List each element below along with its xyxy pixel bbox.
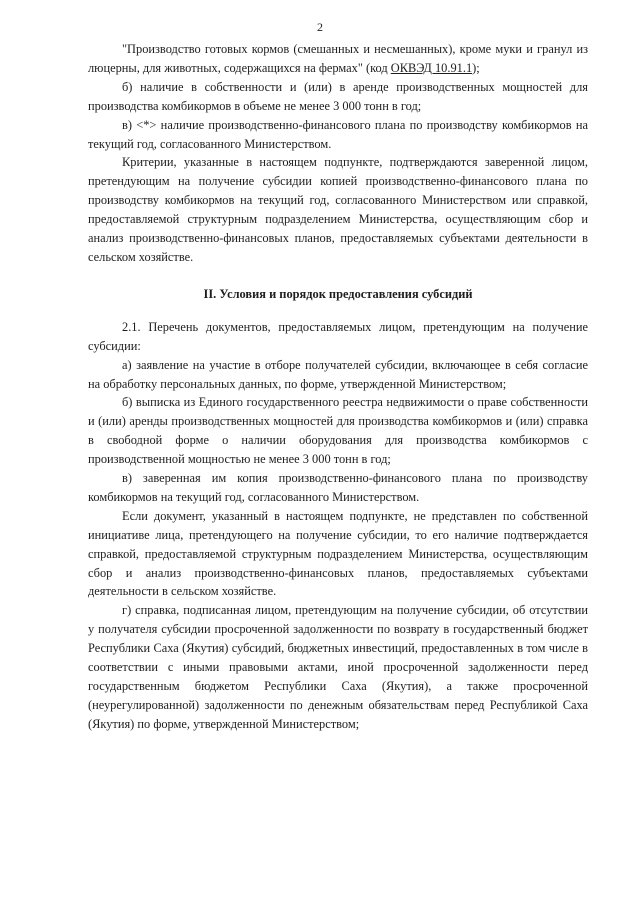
paragraph-document-not-provided: Если документ, указанный в настоящем подпункте, не представлен по собственной инициативе лица, претендующего на получение субсидии, то его наличие подтверждается справкой, предоставляемой структурным подразделением Министерства, осуществляющим сбор и анализ производственно-финансовых планов, предоставляемых субъектами деятельности в сельском хозяйстве. [88,508,588,599]
page-number: 2 [317,20,323,34]
paragraph-documents-list: 2.1. Перечень документов, предоставляемых лицом, претендующим на получение субсидии: [88,319,588,353]
paragraph-okved-code [88,40,588,78]
paragraph-criteria: Критерии, указанные в настоящем подпункте, подтверждаются заверенной лицом, претендующим на получение субсидии копией производственно-финансового плана по производству комбикормов на текущий год, согласованного Министерством или справкой, предоставляемой структурным подразделением Министерства, осуществляющим сбор и анализ производственно-финансовых планов, предоставляемых субъектами деятельности в сельском хозяйстве. [88,155,588,264]
document-body [88,40,588,734]
paragraph-plan-copy: в) заверенная им копия производственно-финансового плана по производству комбикормов на текущий год, согласованного Министерством. [88,471,588,504]
paragraph-financial-plan: в) <*> наличие производственно-финансового плана по производству комбикормов на текущий год, согласованного Министерством. [88,117,588,151]
section-heading: II. Условия и порядок предоставления субсидий [203,286,473,301]
okved-code-close: ); [472,60,480,75]
paragraph-application: а) заявление на участие в отборе получателей субсидии, включающее в себя согласие на обработку персональных данных, по форме, утвержденной Министерством; [88,357,588,391]
paragraph-capacity: б) наличие в собственности и (или) в аренде производственных мощностей для производства комбикормов в объеме не менее 3 000 тонн в год; [88,79,588,113]
paragraph-debt-certificate: г) справка, подписанная лицом, претендующим на получение субсидии, об отсутствии у получателя субсидии просроченной задолженности по возврату в государственный бюджет Республики Саха (Якутия) субсидий, бюджетных инвестиций, предоставленных в том числе в соответствии с иными правовыми актами, иной просроченной задолженности перед государственным бюджетом Республики Саха (Якутия), а также просроченной (неурегулированной) задолженности по денежным обязательствам перед Республикой Саха (Якутия) по форме, утвержденной Министерством; [88,603,588,731]
okved-code-link[interactable]: ОКВЭД 10.91.1 [390,60,473,75]
paragraph-registry-extract: б) выписка из Единого государственного реестра недвижимости о праве собственности и (или) аренды производственных мощностей для производства комбикормов и (или) справка в свободной форме о наличии оборудования для производства комбикормов с производственной мощностью не менее 3 000 тонн в год; [88,395,588,467]
paragraph-okved-text: "Производство готовых кормов (смешанных и несмешанных), кроме муки и гранул из люцерны, для животных, содержащихся на фермах" (код [88,42,588,75]
